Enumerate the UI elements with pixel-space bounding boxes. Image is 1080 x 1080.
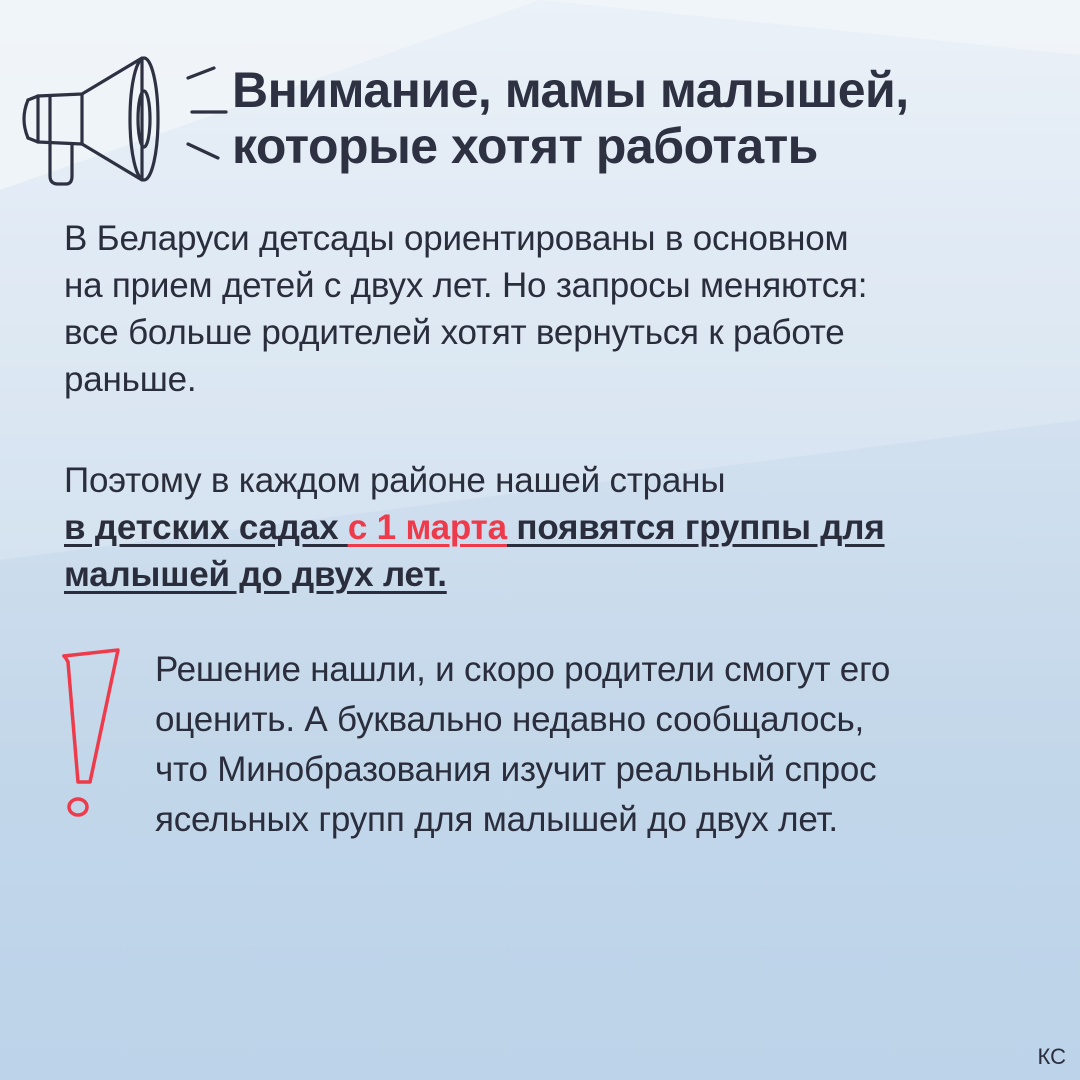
paragraph-line: что Минобразования изучит реальный спрос [155,750,877,789]
highlight-text: появятся группы для [506,508,885,547]
exclamation-icon [56,642,126,832]
highlight-line-1 [64,504,885,551]
source-mark: КС [1037,1044,1066,1069]
paragraph-line: все больше родителей хотят вернуться к работе [64,313,845,352]
paragraph-line: раньше. [64,360,197,399]
decision-paragraph [155,645,890,845]
highlight-line-2: малышей до двух лет. [64,555,447,594]
page-title [232,62,909,174]
megaphone-icon [10,38,240,198]
title-line-2: которые хотят работать [232,118,818,174]
paragraph-line: на прием детей с двух лет. Но запросы меняются: [64,266,868,305]
highlight-text: в детских садах [64,508,348,547]
highlight-date: с 1 марта [347,508,507,547]
announcement-paragraph [64,457,885,598]
title-line-1: Внимание, мамы малышей, [232,62,909,118]
paragraph-line: Поэтому в каждом районе нашей страны [64,461,726,500]
intro-paragraph [64,215,867,403]
paragraph-line: оценить. А буквально недавно сообщалось, [155,700,865,739]
paragraph-line: ясельных групп для малышей до двух лет. [155,800,838,839]
paragraph-line: В Беларуси детсады ориентированы в основном [64,219,849,258]
paragraph-line: Решение нашли, и скоро родители смогут его [155,650,891,689]
